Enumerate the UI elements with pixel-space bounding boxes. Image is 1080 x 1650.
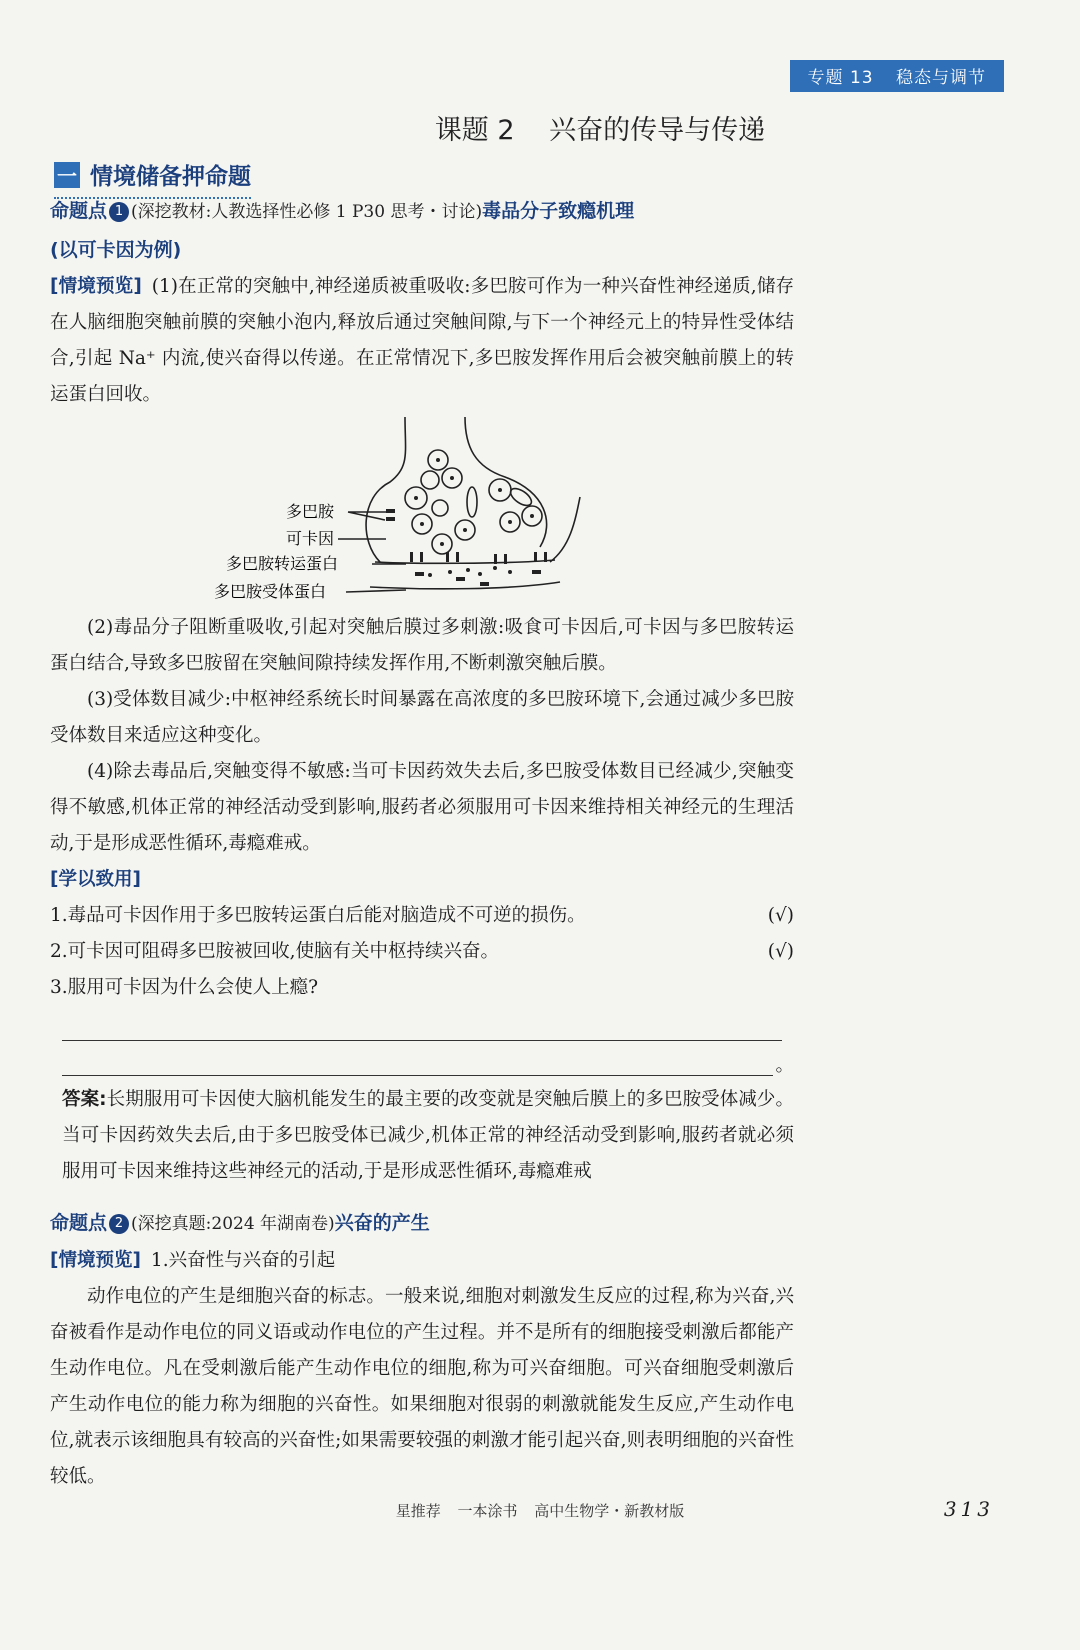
footer-subject: 高中生物学・新教材版 bbox=[534, 1502, 685, 1520]
question-1 bbox=[50, 898, 794, 934]
question-1-mark: (√) bbox=[767, 905, 794, 926]
question-2-mark: (√) bbox=[767, 941, 794, 962]
question-1-text: 1.毒品可卡因作用于多巴胺转运蛋白后能对脑造成不可逆的损伤。 bbox=[50, 905, 586, 926]
footer-brand: 星推荐 bbox=[395, 1502, 441, 1520]
point1-source: (深挖教材:人教选择性必修 1 P30 思考・讨论) bbox=[131, 202, 483, 222]
answer-text: 长期服用可卡因使大脑机能发生的最主要的改变就是突触后膜上的多巴胺受体减少。当可卡因药效失去后,由于多巴胺受体已减少,机体正常的神经活动受到影响,服药者就必须服用可卡因来维持这些神经元的活动,于是形成恶性循环,毒瘾难戒 bbox=[62, 1089, 794, 1182]
point1-paragraph-2: (2)毒品分子阻断重吸收,引起对突触后膜过多刺激:吸食可卡因后,可卡因与多巴胺转运蛋白结合,导致多巴胺留在突触间隙持续发挥作用,不断刺激突触后膜。 bbox=[50, 617, 794, 674]
point1-paragraph-1-text: (1)在正常的突触中,神经递质被重吸收:多巴胺可作为一种兴奋性神经递质,储存在人脑细胞突触前膜的突触小泡内,释放后通过突触间隙,与下一个神经元上的特异性受体结合,引起 Na⁺ 内流,使兴奋得以传递。在正常情况下,多巴胺发挥作用后会被突触前膜上的转运蛋白回收。 bbox=[50, 276, 794, 405]
point1-block bbox=[50, 192, 794, 413]
label-transporter: 多巴胺转运蛋白 bbox=[226, 554, 339, 573]
point2-paragraph: 动作电位的产生是细胞兴奋的标志。一般来说,细胞对刺激发生反应的过程,称为兴奋,兴奋被看作是动作电位的同义语或动作电位的产生过程。并不是所有的细胞接受刺激后都能产生动作电位。凡在受刺激后能产生动作电位的细胞,称为可兴奋细胞。可兴奋细胞受刺激后产生动作电位的能力称为细胞的兴奋性。如果细胞对很弱的刺激就能发生反应,产生动作电位,就表示该细胞具有较高的兴奋性;如果需要较强的刺激才能引起兴奋,则表明细胞的兴奋性较低。 bbox=[50, 1286, 794, 1487]
question-3 bbox=[50, 970, 794, 1006]
point1-paragraph-4: (4)除去毒品后,突触变得不敏感:当可卡因药效失去后,多巴胺受体数目已经减少,突触变得不敏感,机体正常的神经活动受到影响,服药者必须服用可卡因来维持相关神经元的生理活动,于是形成恶性循环,毒瘾难戒。 bbox=[50, 761, 794, 854]
answer-label: 答案: bbox=[62, 1089, 107, 1110]
point2-topic: 兴奋的产生 bbox=[334, 1212, 430, 1234]
topic-number: 专题 13 bbox=[807, 68, 874, 88]
point1-topic: 毒品分子致瘾机理 bbox=[482, 200, 635, 222]
point2-number-badge: 2 bbox=[109, 1214, 129, 1234]
question-2 bbox=[50, 934, 794, 970]
point2-preview bbox=[50, 1243, 794, 1279]
point2-preview-tag: [情境预览] bbox=[50, 1250, 141, 1271]
lesson-title bbox=[0, 108, 1080, 147]
point2-heading bbox=[50, 1204, 794, 1243]
point1-preview-tag: [情境预览] bbox=[50, 276, 142, 297]
section-number-icon: 一 bbox=[54, 162, 80, 188]
point2-subtitle: 1.兴奋性与兴奋的引起 bbox=[150, 1250, 336, 1271]
point1-number-badge: 1 bbox=[109, 202, 129, 222]
point1-paragraph-1 bbox=[50, 269, 794, 413]
topic-name: 稳态与调节 bbox=[896, 68, 986, 88]
lesson-number: 课题 2 bbox=[434, 115, 515, 146]
section-title: 情境储备押命题 bbox=[90, 164, 251, 190]
answer-paragraph bbox=[62, 1082, 794, 1190]
label-cocaine: 可卡因 bbox=[286, 529, 335, 548]
point2-label: 命题点 bbox=[50, 1212, 108, 1234]
question-2-text: 2.可卡因可阻碍多巴胺被回收,使脑有关中枢持续兴奋。 bbox=[50, 941, 500, 962]
label-receptor: 多巴胺受体蛋白 bbox=[214, 582, 327, 601]
point1-label: 命题点 bbox=[50, 200, 108, 222]
apply-tag: [学以致用] bbox=[50, 869, 141, 890]
answer-line-end: 。 bbox=[775, 1055, 794, 1076]
answer-line-2-row bbox=[50, 1041, 794, 1076]
point1-body bbox=[50, 610, 794, 1190]
point1-topic-continued: (以可卡因为例) bbox=[50, 239, 182, 261]
point1-heading bbox=[50, 192, 794, 231]
point2-source: (深挖真题:2024 年湖南卷) bbox=[131, 1214, 335, 1234]
topic-tag bbox=[790, 60, 1004, 92]
point2-block bbox=[50, 1204, 794, 1495]
footer-book: 一本涂书 bbox=[457, 1502, 518, 1520]
answer-line-1 bbox=[62, 1016, 782, 1041]
lesson-name: 兴奋的传导与传递 bbox=[549, 115, 766, 146]
synapse-diagram bbox=[210, 412, 610, 612]
label-dopamine: 多巴胺 bbox=[286, 502, 335, 521]
page-number: 313 bbox=[943, 1497, 994, 1521]
answer-line-2 bbox=[62, 1051, 773, 1076]
question-3-text: 3.服用可卡因为什么会使人上瘾? bbox=[50, 977, 319, 998]
page-footer bbox=[0, 1500, 1080, 1521]
point1-paragraph-3: (3)受体数目减少:中枢神经系统长时间暴露在高浓度的多巴胺环境下,会通过减少多巴胺受体数目来适应这种变化。 bbox=[50, 689, 794, 746]
